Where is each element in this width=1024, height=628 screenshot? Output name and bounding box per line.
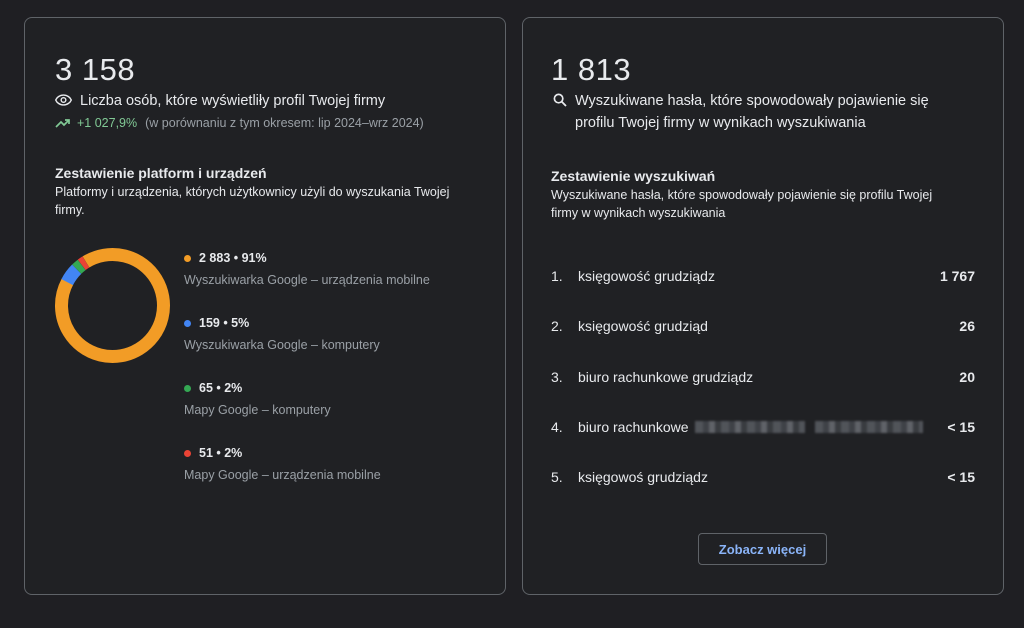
term-text: księgowoś grudziądz (578, 469, 708, 485)
views-metric (55, 90, 475, 112)
platform-breakdown-title: Zestawienie platform i urządzeń (55, 165, 267, 181)
legend-label: Wyszukiwarka Google – urządzenia mobilne (184, 273, 430, 287)
searches-total: 1 813 (551, 52, 632, 87)
search-term-row (551, 419, 975, 441)
donut-segment (54, 247, 171, 364)
profile-views-card (24, 17, 506, 595)
legend-value: 65 • 2% (199, 381, 243, 395)
legend-label: Wyszukiwarka Google – komputery (184, 338, 380, 352)
search-term-row (551, 318, 975, 340)
term-rank: 4. (551, 419, 563, 435)
platform-breakdown-subtitle: Platformy i urządzenia, których użytkownicy użyli do wyszukania Twojej firmy. (55, 185, 450, 217)
donut-segment (54, 247, 171, 364)
trending-up-icon (55, 117, 71, 129)
search-terms-card (522, 17, 1004, 595)
legend-item (184, 316, 380, 352)
search-term-row (551, 369, 975, 391)
legend-label: Mapy Google – urządzenia mobilne (184, 468, 381, 482)
legend-dot-orange (184, 255, 191, 262)
search-breakdown-title: Zestawienie wyszukiwań (551, 168, 716, 184)
term-rank: 5. (551, 469, 563, 485)
legend-value: 2 883 • 91% (199, 251, 267, 265)
term-count: < 15 (947, 419, 975, 435)
donut-segment (54, 247, 171, 364)
redacted-text (815, 421, 923, 433)
trend-comparison: (w porównaniu z tym okresem: lip 2024–wrz 2024) (145, 116, 424, 130)
search-breakdown-subtitle: Wyszukiwane hasła, które spowodowały pojawienie się profilu Twojej firmy w wynikach wyszukiwania (551, 188, 933, 220)
legend-item (184, 251, 430, 287)
donut-segment (54, 247, 171, 364)
trend-percentage: +1 027,9% (77, 116, 138, 130)
search-icon (553, 93, 567, 107)
term-text: biuro rachunkowe grudziądz (578, 369, 754, 385)
legend-dot-green (184, 385, 191, 392)
legend-item (184, 381, 331, 417)
term-count: 26 (959, 318, 975, 334)
redacted-text (695, 421, 805, 433)
search-term-row (551, 268, 975, 290)
see-more-button[interactable]: Zobacz więcej (698, 533, 827, 565)
legend-dot-blue (184, 320, 191, 327)
views-total: 3 158 (55, 52, 136, 87)
platform-donut-chart (54, 247, 171, 364)
legend-label: Mapy Google – komputery (184, 403, 331, 417)
legend-item (184, 446, 381, 482)
term-rank: 1. (551, 268, 563, 284)
term-text: biuro rachunkowe (578, 419, 689, 435)
term-text: księgowość grudziąd (578, 318, 708, 334)
term-text: księgowość grudziądz (578, 268, 715, 284)
views-trend (55, 116, 424, 130)
legend-value: 159 • 5% (199, 316, 250, 330)
term-rank: 2. (551, 318, 563, 334)
term-count: 1 767 (939, 268, 975, 284)
term-count: 20 (959, 369, 975, 385)
searches-metric-label: Wyszukiwane hasła, które spowodowały pojawienie się profilu Twojej firmy w wynikach wyszukiwania (575, 93, 929, 131)
term-text-wrapper (578, 419, 923, 435)
legend-value: 51 • 2% (199, 446, 243, 460)
term-rank: 3. (551, 369, 563, 385)
views-metric-label: Liczba osób, które wyświetliły profil Twojej firmy (80, 93, 386, 109)
term-count: < 15 (947, 469, 975, 485)
legend-dot-red (184, 450, 191, 457)
searches-metric (553, 90, 953, 134)
eye-icon (55, 93, 72, 107)
search-term-row (551, 469, 975, 491)
